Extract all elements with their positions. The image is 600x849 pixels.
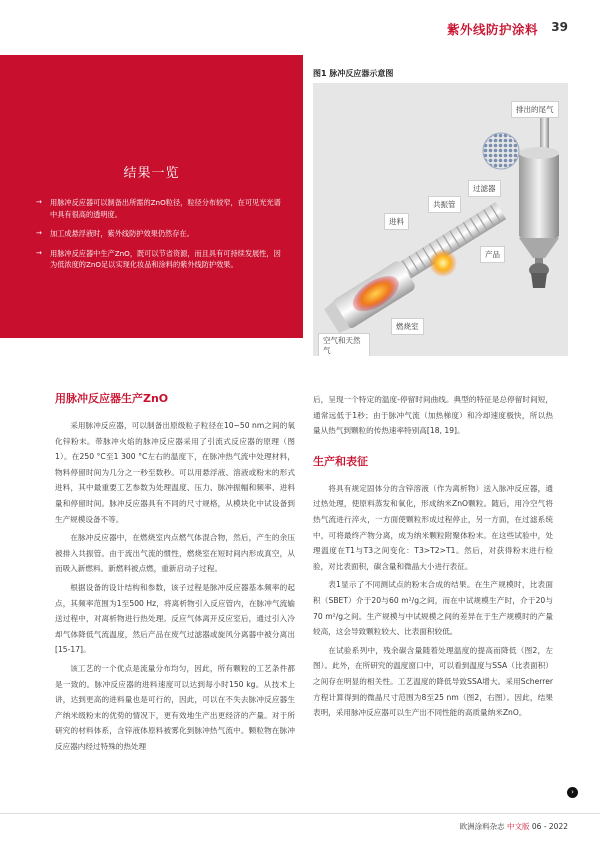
summary-item [36,228,286,240]
summary-list [36,197,286,279]
paragraph: 在试验系列中，残余碳含量随着处理温度的提高而降低（图2，左图）。此外，在所研究的温度窗口中，可以看到温度与SSA（比表面积）之间存在明显的相关性。工艺温度的降低导致SSA增大。采用Scherrer方程计算得到的微晶尺寸范围为8至25 nm（图2，右图）。因此，结果表明，采用脉冲反应器可以生产出不同性能的高质量纳米ZnO。 [313,645,553,718]
reactor-illustration [313,83,568,356]
figure-caption: 图1 脉冲反应器示意图 [313,69,394,78]
paragraph: 该工艺的一个优点是流量分布均匀，因此，所有颗粒的工艺条件都是一致的。脉冲反应器的进料速度可以达到每小时150 kg。从技术上讲，达到更高的进料量也是可行的，因此，可以在不失去脉冲反应器生产纳米级粉末的优势的情况下，更有效地生产出更经济的产量。对于所研究的材料体系，含锌液体原料被雾化到脉冲热气流中。颗粒物在脉冲反应器内经过特殊的热处理 [55,663,295,751]
summary-title: 结果一览 [123,166,180,181]
paragraph: 表1显示了不同测试点的粉末合成的结果。在生产规模时，比表面积（SBET）介于20与60 m²/g之间，而在中试规模生产时，介于20与70 m²/g之间。生产规模与中试规模之间的差异在于生产规模时的产量较高，这会导致颗粒较大、比表面积较低。 [313,580,553,637]
paragraph: 后，呈现一个特定的温度-停留时间曲线。典型的特征是总停留时间短，通常远低于1秒；由于脉冲气流（加热梯度）和冷却速度极快，所以热量从热气到颗粒的传热速率特别高[18, 19]。 [313,395,553,436]
next-page-icon[interactable]: › [567,787,578,798]
left-column [55,390,295,757]
right-column [313,392,553,724]
summary-item [36,197,286,220]
label-filter: 过滤器 [468,180,501,197]
paragraph: 在脉冲反应器中，在燃烧室内点燃气体混合物，然后，产生的余压被排入共振管。由于流出气流的惯性，燃烧室在短时间内形成真空，从而吸入新燃料。新燃料被点燃，重新启动子过程。 [55,533,295,574]
label-combustion: 燃烧室 [391,318,424,335]
label-product: 产品 [480,246,505,263]
page-number: 39 [551,20,568,34]
footer [460,821,568,832]
paragraph: 将具有规定固体分的含锌溶液（作为离析物）送入脉冲反应器，通过热处理，使原料蒸发和氧化，形成纳米ZnO颗粒。随后，用冷空气将热气流进行淬火，一方面使颗粒形成过程停止，另一方面，在过滤系统中，可将最终产物分离，成为纳米颗粒附聚体粉末。在这些试验中，处理温度在T1与T3之间变化：T3>T2>T1。然后，对获得粉末进行检验，对比表面积，碳含量和微晶大小进行表征。 [313,483,553,571]
section-heading: 用脉冲反应器生产ZnO [55,392,169,405]
section-heading: 生产和表征 [313,454,368,468]
summary-box [0,55,303,338]
footer-journal: 欧洲涂料杂志 [459,822,505,831]
label-exhaust: 排出的尾气 [511,101,559,118]
reactor-figure [313,83,568,356]
section-title: 紫外线防护涂料 [446,22,538,37]
arrow-icon: → [36,248,42,257]
label-feed: 进料 [384,213,409,230]
summary-item [36,248,286,271]
arrow-icon: → [36,229,42,237]
label-air-gas: 空气和天然气 [318,333,370,356]
paragraph: 采用脉冲反应器，可以制备出原级粒子粒径在10~50 nm之间的氧化锌粉末。带脉冲火焰的脉冲反应器采用了引流式反应器的原理（图1）。在250 °C至1 300 °C左右的温度下，在脉冲热气流中处理材料，物料停留时间为几分之一秒至数秒。可以用悬浮液、溶液或粉末的形式进料，其中最重要工艺参数为处理温度、压力、脉冲振幅和频率、进料量和停留时间。脉冲反应器具有不同的尺寸规格，从模块化中试设备到生产规模设备不等。 [55,421,295,524]
footer-issue: 06 - 2022 [531,822,568,831]
footer-divider [0,813,600,814]
label-resonator: 共振管 [428,196,461,213]
summary-item-text: 加工成悬浮液时，紫外线防护效果仍然存在。 [50,229,194,238]
summary-item-text: 用脉冲反应器可以制备出所需的ZnO粒径，粒径分布较窄，在可见光光谱中具有很高的透明度。 [50,198,281,219]
footer-edition: 中文版 [507,822,530,831]
arrow-icon: → [36,198,42,206]
paragraph: 根据设备的设计结构和参数，该子过程是脉冲反应器基本频率的起点，其频率范围为1至500 Hz，将离析物引入反应管内，在脉冲气流输送过程中，对离析物进行热处理。反应气体离开反应室后，通过引入冷却气体降低气流温度，然后产品在废气过滤器或旋风分离器中被分离出[15-17]。 [55,582,295,655]
summary-item-text: 用脉冲反应器中生产ZnO，既可以节省资源，而且具有可持续发展性，因为低浓度的ZnO足以实现化妆品和涂料的紫外线防护效果。 [50,248,281,269]
